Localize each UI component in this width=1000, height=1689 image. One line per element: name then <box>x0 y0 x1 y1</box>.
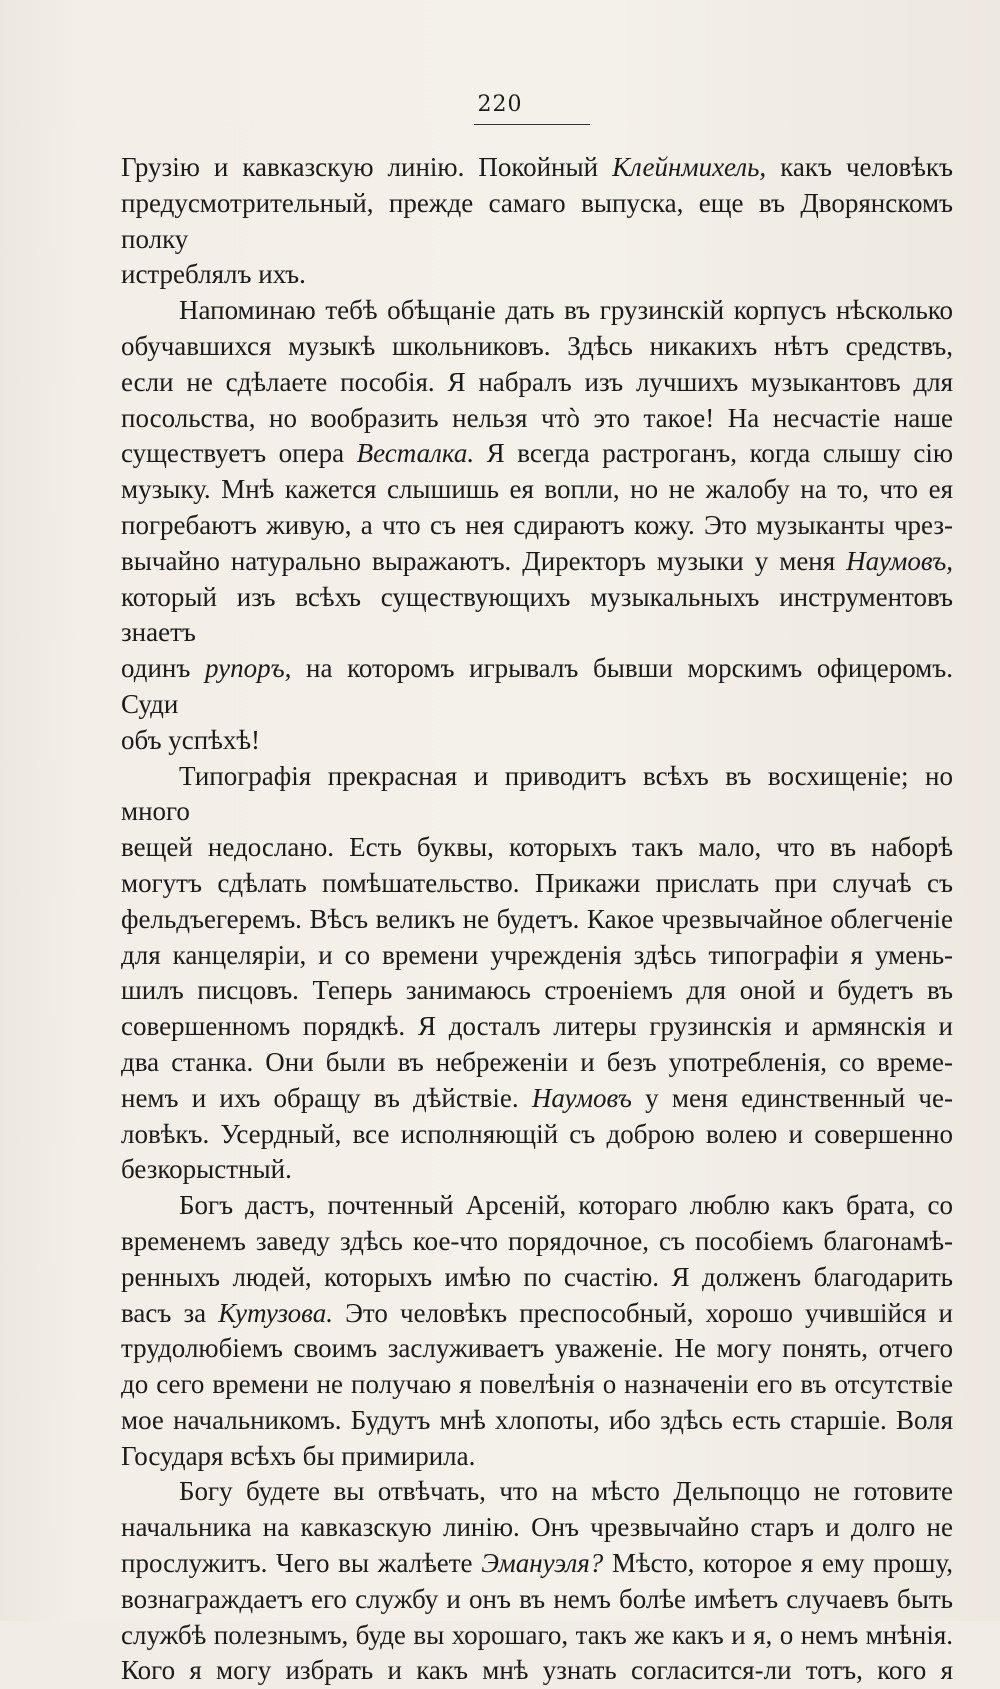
text-run: службѣ полезнымъ, буде вы хорошаго, такъ же какъ и я, о немъ мнѣнія. <box>121 1619 953 1650</box>
italic-name: рупоръ, <box>204 653 292 684</box>
text-run: Мѣсто, которое я ему прошу, <box>603 1548 953 1579</box>
text-run: посольства, но вообразить нельзя чтò это такое! На несчастіе наше <box>121 402 953 433</box>
text-run: до сего времени не получаю я повелѣнія о назначеніи его въ отсутствіе <box>121 1369 953 1400</box>
text-line <box>121 1188 953 1224</box>
text-line <box>121 1439 953 1475</box>
text-run: Кого я могу избрать и какъ мнѣ узнать согласится-ли тотъ, кого я <box>121 1655 953 1686</box>
text-run: который изъ всѣхъ существующихъ музыкальныхъ инструментовъ знаетъ <box>121 581 953 648</box>
text-run: вознаграждаетъ его службу и онъ въ немъ болѣе имѣетъ случаевъ быть <box>121 1583 953 1614</box>
text-line <box>121 1260 953 1296</box>
text-line <box>121 257 953 293</box>
text-line <box>121 329 953 365</box>
text-line <box>121 1582 953 1618</box>
text-line <box>121 1224 953 1260</box>
text-line <box>121 1009 953 1045</box>
text-run: Я всегда растроганъ, когда слышу сію <box>474 438 954 469</box>
text-line <box>121 365 953 401</box>
text-run: трудолюбіемъ своимъ заслуживаетъ уваженіе. Не могу понять, отчего <box>121 1333 953 1364</box>
text-line <box>121 1331 953 1367</box>
text-line <box>121 1618 953 1654</box>
text-run: объ успѣхѣ! <box>121 724 261 755</box>
text-run: обучавшихся музыкѣ школьниковъ. Здѣсь никакихъ нѣтъ средствъ, <box>121 330 953 361</box>
text-line <box>121 1403 953 1439</box>
text-line <box>121 723 953 759</box>
text-run: могутъ сдѣлать помѣшательство. Прикажи прислать при случаѣ съ <box>121 867 953 898</box>
text-line <box>121 759 953 831</box>
text-run: мое начальникомъ. Будутъ мнѣ хлопоты, ибо здѣсь есть старшіе. Воля <box>121 1404 953 1435</box>
text-run: васъ за <box>121 1297 219 1328</box>
text-line <box>121 1367 953 1403</box>
text-line <box>121 544 953 580</box>
text-run: погребаютъ живую, а что съ нея сдираютъ кожу. Это музыканты чрез- <box>121 509 953 540</box>
text-line <box>121 866 953 902</box>
text-line <box>121 973 953 1009</box>
text-run: одинъ <box>121 653 205 684</box>
text-line <box>121 1152 953 1188</box>
text-line <box>121 436 953 472</box>
italic-name: Наумовъ, <box>846 545 953 576</box>
text-run: безкорыстный. <box>121 1154 292 1185</box>
text-run: два станка. Они были въ небреженіи и безъ употребленія, со време- <box>121 1046 953 1077</box>
text-run: прослужитъ. Чего вы жалѣете <box>121 1548 482 1579</box>
text-line <box>121 1117 953 1153</box>
text-line <box>121 830 953 866</box>
text-run: истреблялъ ихъ. <box>121 259 306 290</box>
text-line <box>121 1045 953 1081</box>
text-run: у меня единственный че- <box>631 1082 953 1113</box>
text-run: вещей недослано. Есть буквы, которыхъ такъ мало, что въ наборѣ <box>121 832 953 863</box>
text-run: Богу будете вы отвѣчать, что на мѣсто Дельпоццо не готовите <box>179 1476 953 1507</box>
italic-name: Наумовъ <box>531 1082 632 1113</box>
text-run: Типографія прекрасная и приводитъ всѣхъ въ восхищеніе; но много <box>121 760 953 827</box>
page-text <box>121 150 953 1689</box>
italic-name: Весталка. <box>356 438 475 469</box>
text-run: для канцеляріи, и со времени учрежденія здѣсь типографіи я умень- <box>121 939 953 970</box>
text-run: фельдъегеремъ. Вѣсъ великъ не будетъ. Какое чрезвычайное облегченіе <box>121 903 953 934</box>
text-line <box>121 186 953 258</box>
text-run: Напоминаю тебѣ обѣщаніе дать въ грузинскій корпусъ нѣсколько <box>179 295 953 326</box>
text-run: существуетъ опера <box>121 438 357 469</box>
text-line <box>121 508 953 544</box>
text-run: какъ человѣкъ <box>766 152 953 182</box>
text-run: ренныхъ людей, которыхъ имѣю по счастію. Я долженъ благодарить <box>121 1261 953 1292</box>
text-line <box>121 651 953 723</box>
text-line <box>121 1510 953 1546</box>
text-run: временемъ заведу здѣсь кое-что порядочное, съ пособіемъ благонамѣ- <box>121 1225 953 1256</box>
text-run: ловѣкъ. Усердный, все исполняющій съ доброю волею и совершенно <box>121 1118 953 1149</box>
page-number: 220 <box>477 92 523 117</box>
text-run: если не сдѣлаете пособія. Я набралъ изъ лучшихъ музыкантовъ для <box>121 366 953 397</box>
text-line <box>121 1474 953 1510</box>
text-line <box>121 472 953 508</box>
text-line <box>121 580 953 652</box>
text-run: Это человѣкъ преспособный, хорошо учившійся и <box>332 1297 953 1328</box>
text-run: вычайно натурально выражаютъ. Директоръ музыки у меня <box>121 545 847 576</box>
text-run: немъ и ихъ обращу въ дѣйствіе. <box>121 1082 532 1113</box>
header-rule <box>474 124 590 125</box>
text-run: Богъ дастъ, почтенный Арсеній, котораго люблю какъ брата, со <box>179 1190 953 1221</box>
text-line <box>121 1546 953 1582</box>
text-run: музыку. Мнѣ кажется слышишь ея вопли, но не жалобу на то, что ея <box>121 474 953 505</box>
text-run: Грузію и кавказскую линію. Покойный <box>121 152 613 182</box>
italic-name: Кутузова. <box>218 1297 333 1328</box>
text-line <box>121 1081 953 1117</box>
text-line <box>121 401 953 437</box>
text-line <box>121 150 953 186</box>
text-run: на которомъ игрывалъ бывши морскимъ офицеромъ. Суди <box>121 653 953 719</box>
text-line <box>121 293 953 329</box>
text-run: начальника на кавказскую линію. Онъ чрезвычайно старъ и долго не <box>121 1512 953 1543</box>
text-line <box>121 938 953 974</box>
italic-name: Эмануэля? <box>481 1548 604 1579</box>
text-run: совершенномъ порядкѣ. Я досталъ литеры грузинскія и армянскія и <box>121 1011 953 1042</box>
text-run: шилъ писцовъ. Теперь занимаюсь строеніемъ для оной и будетъ въ <box>121 975 953 1006</box>
text-run: предусмотрительный, прежде самаго выпуска, еще въ Дворянскомъ полку <box>121 187 953 254</box>
italic-name: Клейнмихель, <box>612 152 767 182</box>
text-run: Государя всѣхъ бы примирила. <box>121 1440 476 1471</box>
text-line <box>121 1653 953 1689</box>
text-line <box>121 902 953 938</box>
text-line <box>121 1296 953 1332</box>
